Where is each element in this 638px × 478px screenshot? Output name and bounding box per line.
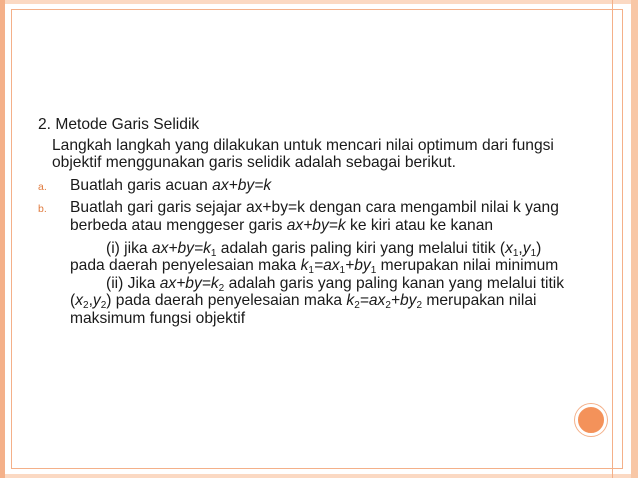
subscript: 2: [416, 300, 423, 312]
item-text: Buatlah gari garis sejajar ax+by=k dengan cara mengambil nilai k yang berbeda atau menggeser garis: [70, 199, 559, 234]
sub-text: adalah garis yang paling kanan yang melalui titik (: [70, 274, 565, 310]
item-equation: ax+by=k: [286, 216, 346, 234]
subscript: 1: [530, 247, 537, 259]
slide-body: [38, 116, 578, 328]
frame-left-bar: [0, 0, 5, 478]
sub-equation: ax+by=k: [151, 239, 211, 257]
comma: ,: [88, 292, 93, 310]
sub-list: [38, 240, 578, 328]
var-x: x: [75, 292, 83, 310]
sub-equation: =ax: [359, 292, 386, 310]
sub-text: merupakan nilai maksimum fungsi objektif: [70, 292, 537, 327]
frame-bottom-border: [0, 474, 638, 478]
subscript: 1: [308, 265, 314, 277]
subscript: 2: [83, 300, 89, 312]
var-y: y: [522, 239, 531, 257]
frame-right-bar: [631, 0, 638, 478]
item-equation: ax+by=k: [212, 176, 272, 194]
subscript: 2: [385, 300, 391, 312]
frame-top-border: [0, 0, 638, 4]
sub-equation: ax+by=k: [159, 274, 219, 292]
var-k: k: [346, 292, 355, 310]
subscript: 1: [210, 247, 217, 259]
var-y: y: [92, 292, 101, 310]
list-marker: a.: [38, 180, 47, 193]
sub-text: (i) jika: [106, 239, 152, 257]
decorative-circle: [575, 404, 607, 436]
sub-text: adalah garis paling kiri yang melalui titik (: [216, 239, 506, 257]
list-item-a: [38, 177, 578, 195]
sub-text: ) pada daerah penyelesaian maka: [106, 292, 347, 310]
sub-equation: =ax: [313, 257, 340, 275]
comma: ,: [518, 239, 523, 257]
subscript: 2: [354, 300, 360, 312]
subscript: 1: [512, 247, 519, 259]
subscript: 1: [370, 265, 377, 277]
subscript: 1: [339, 265, 346, 277]
sub-equation: +by: [345, 257, 371, 275]
sub-item-ii: [70, 275, 578, 328]
sub-text: (ii) Jika: [106, 274, 160, 292]
item-text-end: ke kiri atau ke kanan: [345, 216, 494, 234]
var-k: k: [300, 257, 309, 275]
intro-paragraph: Langkah langkah yang dilakukan untuk mencari nilai optimum dari fungsi objektif menggunakan garis selidik adalah sebagai berikut.: [52, 136, 554, 172]
item-text: Buatlah garis acuan: [70, 176, 213, 194]
list-item-b: [38, 199, 578, 234]
subscript: 2: [218, 282, 225, 294]
list-marker: b.: [38, 203, 47, 216]
subscript: 2: [100, 300, 107, 312]
sub-item-i: [70, 240, 578, 275]
sub-text: merupakan nilai minimum: [376, 257, 559, 275]
var-x: x: [505, 239, 513, 257]
section-heading: 2. Metode Garis Selidik: [38, 116, 200, 133]
sub-equation: +by: [390, 292, 417, 310]
sub-text: ) pada daerah penyelesaian maka: [70, 239, 542, 275]
